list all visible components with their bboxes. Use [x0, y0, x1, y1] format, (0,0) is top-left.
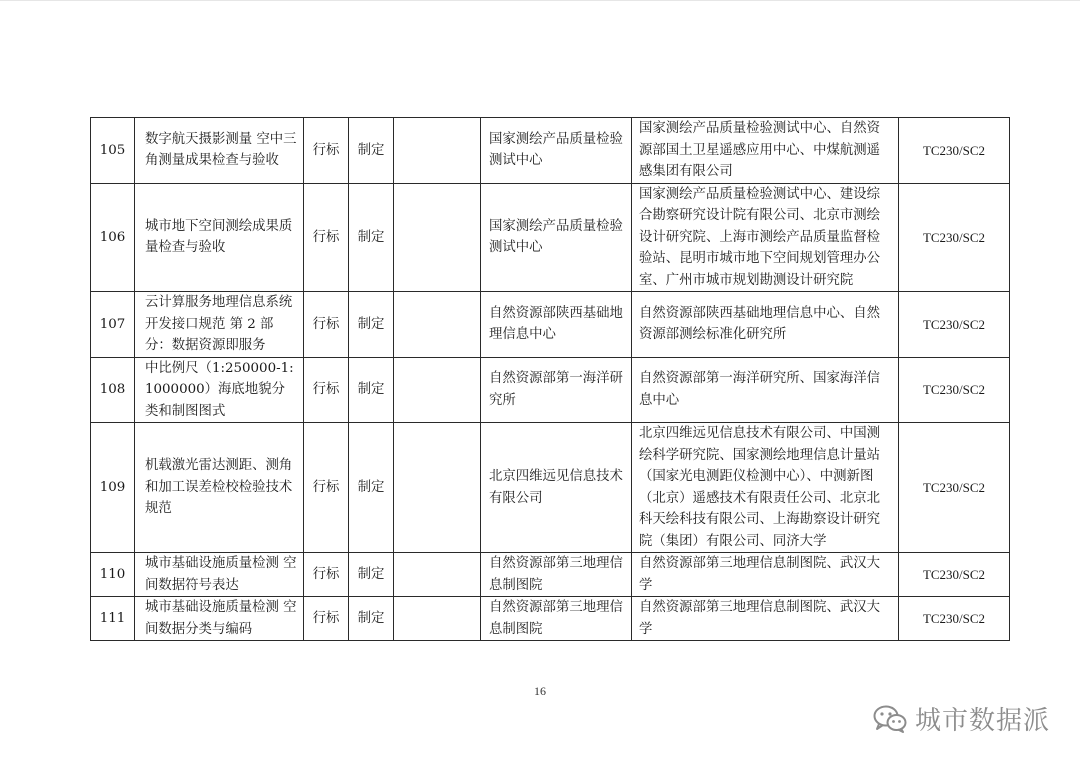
standard-name: 城市基础设施质量检测 空间数据分类与编码: [135, 597, 304, 641]
standard-name: 城市基础设施质量检测 空间数据符号表达: [135, 553, 304, 597]
participating-units: 北京四维远见信息技术有限公司、中国测绘科学研究院、国家测绘地理信息计量站（国家光电测距仪检测中心）、中测新图（北京）遥感技术有限责任公司、北京北科天绘科技有限公司、上海勘察设计研究院（集团）有限公司、同济大学: [632, 423, 899, 553]
technical-committee: TC230/SC2: [899, 553, 1010, 597]
table-row: [91, 423, 1010, 553]
row-number: 109: [91, 423, 135, 553]
standard-kind: 制定: [349, 183, 394, 292]
row-number: 108: [91, 357, 135, 423]
lead-unit: 国家测绘产品质量检验测试中心: [481, 118, 632, 184]
technical-committee: TC230/SC2: [899, 357, 1010, 423]
watermark: [873, 700, 1050, 737]
table-row: [91, 357, 1010, 423]
standard-kind: 制定: [349, 553, 394, 597]
standard-name: 中比例尺（1:250000-1:1000000）海底地貌分类和制图图式: [135, 357, 304, 423]
standard-kind: 制定: [349, 423, 394, 553]
standards-table: [90, 117, 1010, 641]
participating-units: 国家测绘产品质量检验测试中心、自然资源部国土卫星遥感应用中心、中煤航测遥感集团有限公司: [632, 118, 899, 184]
participating-units: 自然资源部陕西基础地理信息中心、自然资源部测绘标准化研究所: [632, 292, 899, 358]
lead-unit: 北京四维远见信息技术有限公司: [481, 423, 632, 553]
participating-units: 国家测绘产品质量检验测试中心、建设综合勘察研究设计院有限公司、北京市测绘设计研究院、上海市测绘产品质量监督检验站、昆明市城市地下空间规划管理办公室、广州市城市规划勘测设计研究院: [632, 183, 899, 292]
empty-cell: [394, 597, 481, 641]
standard-type: 行标: [304, 423, 349, 553]
participating-units: 自然资源部第一海洋研究所、国家海洋信息中心: [632, 357, 899, 423]
standard-type: 行标: [304, 292, 349, 358]
standard-type: 行标: [304, 357, 349, 423]
standard-type: 行标: [304, 118, 349, 184]
standard-name: 数字航天摄影测量 空中三角测量成果检查与验收: [135, 118, 304, 184]
lead-unit: 自然资源部第一海洋研究所: [481, 357, 632, 423]
lead-unit: 自然资源部第三地理信息制图院: [481, 553, 632, 597]
table-row: [91, 597, 1010, 641]
standard-type: 行标: [304, 597, 349, 641]
table-row: [91, 183, 1010, 292]
standard-name: 云计算服务地理信息系统开发接口规范 第 2 部分：数据资源即服务: [135, 292, 304, 358]
watermark-text: 城市数据派: [914, 706, 1050, 736]
lead-unit: 自然资源部第三地理信息制图院: [481, 597, 632, 641]
lead-unit: 自然资源部陕西基础地理信息中心: [481, 292, 632, 358]
lead-unit: 国家测绘产品质量检验测试中心: [481, 183, 632, 292]
row-number: 105: [91, 118, 135, 184]
empty-cell: [394, 423, 481, 553]
standard-kind: 制定: [349, 357, 394, 423]
standard-type: 行标: [304, 553, 349, 597]
standard-kind: 制定: [349, 597, 394, 641]
standard-kind: 制定: [349, 118, 394, 184]
standard-kind: 制定: [349, 292, 394, 358]
empty-cell: [394, 357, 481, 423]
technical-committee: TC230/SC2: [899, 597, 1010, 641]
row-number: 107: [91, 292, 135, 358]
empty-cell: [394, 118, 481, 184]
wechat-icon: [873, 705, 907, 733]
table-row: [91, 118, 1010, 184]
row-number: 106: [91, 183, 135, 292]
row-number: 111: [91, 597, 135, 641]
row-number: 110: [91, 553, 135, 597]
technical-committee: TC230/SC2: [899, 183, 1010, 292]
empty-cell: [394, 183, 481, 292]
table-row: [91, 553, 1010, 597]
participating-units: 自然资源部第三地理信息制图院、武汉大学: [632, 597, 899, 641]
technical-committee: TC230/SC2: [899, 292, 1010, 358]
table-row: [91, 292, 1010, 358]
empty-cell: [394, 553, 481, 597]
standard-name: 机载激光雷达测距、测角和加工误差检校检验技术规范: [135, 423, 304, 553]
standard-name: 城市地下空间测绘成果质量检查与验收: [135, 183, 304, 292]
standard-type: 行标: [304, 183, 349, 292]
empty-cell: [394, 292, 481, 358]
technical-committee: TC230/SC2: [899, 423, 1010, 553]
technical-committee: TC230/SC2: [899, 118, 1010, 184]
page-number: 16: [534, 684, 546, 698]
participating-units: 自然资源部第三地理信息制图院、武汉大学: [632, 553, 899, 597]
